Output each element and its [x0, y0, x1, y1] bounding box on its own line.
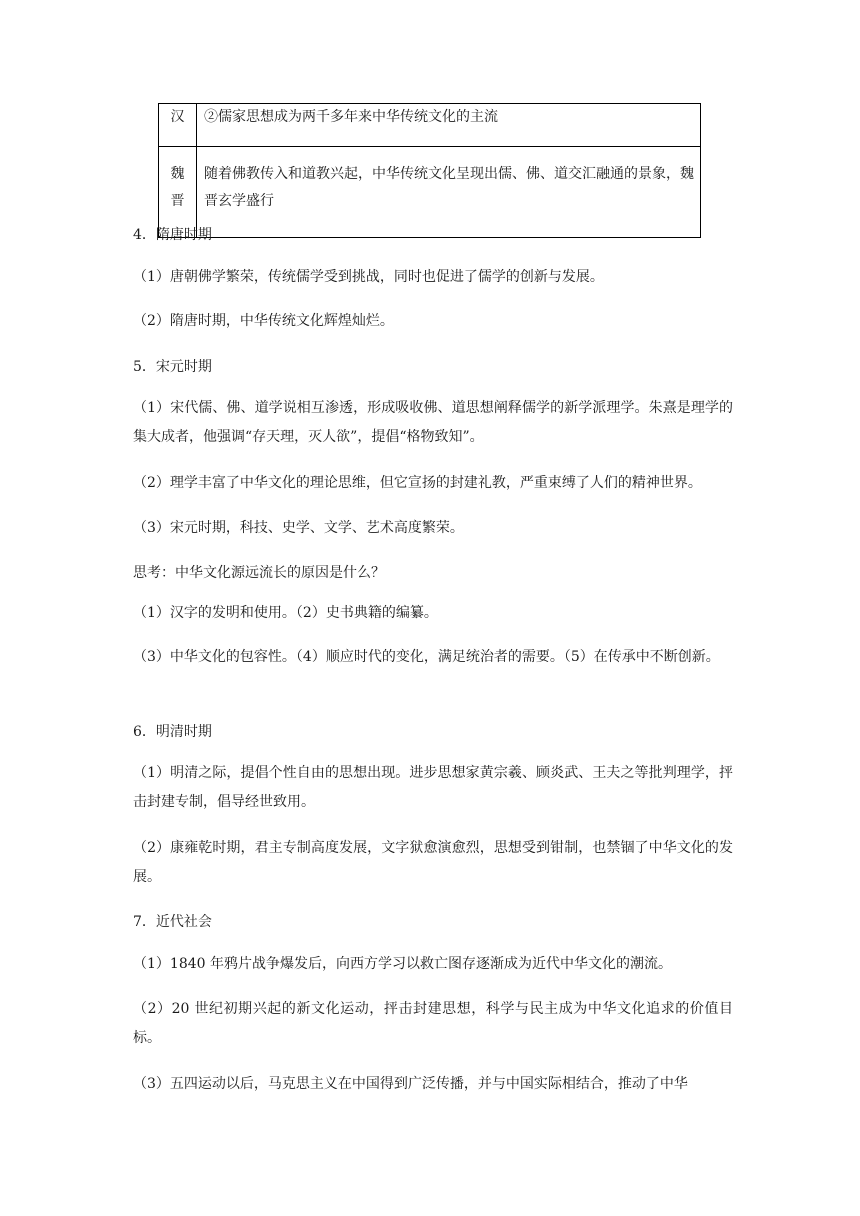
periods-table: [158, 103, 701, 238]
content-cell: 随着佛教传入和道教兴起，中华传统文化呈现出儒、佛、道交汇融通的景象，魏晋玄学盛行: [197, 147, 701, 238]
period-char: 晋: [170, 193, 185, 209]
paragraph: （3）中华文化的包容性。（4）顺应时代的变化，满足统治者的需要。（5）在传承中不断创新。: [133, 649, 720, 665]
section-heading: 6．明清时期: [133, 724, 212, 740]
table-row: [159, 104, 701, 147]
paragraph: （2）隋唐时期，中华传统文化辉煌灿烂。: [133, 313, 394, 329]
paragraph: （2）20 世纪初期兴起的新文化运动，抨击封建思想，科学与民主成为中华文化追求的价值目标。: [133, 1001, 733, 1046]
paragraph: （2）理学丰富了中华文化的理论思维，但它宣扬的封建礼教，严重束缚了人们的精神世界。: [133, 475, 702, 491]
paragraph: （2）康雍乾时期，君主专制高度发展，文字狱愈演愈烈，思想受到钳制，也禁锢了中华文化的发展。: [133, 840, 733, 885]
paragraph: （1）汉字的发明和使用。（2）史书典籍的编纂。: [133, 605, 438, 621]
paragraph: （3）宋元时期，科技、史学、文学、艺术高度繁荣。: [133, 520, 464, 536]
paragraph: （1）宋代儒、佛、道学说相互渗透，形成吸收佛、道思想阐释儒学的新学派理学。朱熹是理学的集大成者，他强调“存天理，灭人欲”，提倡“格物致知”。: [133, 400, 733, 445]
paragraph: （1）唐朝佛学繁荣，传统儒学受到挑战，同时也促进了儒学的创新与发展。: [133, 269, 604, 285]
period-cell: 汉: [159, 104, 197, 147]
section-heading: 思考：中华文化源远流长的原因是什么？: [133, 565, 385, 581]
section-heading: 5．宋元时期: [133, 359, 212, 375]
period-char: 魏: [170, 166, 185, 182]
table-row: [159, 147, 701, 238]
paragraph: （3）五四运动以后，马克思主义在中国得到广泛传播，并与中国实际相结合，推动了中华: [133, 1076, 688, 1092]
content-cell: ②儒家思想成为两千多年来中华传统文化的主流: [197, 104, 701, 147]
period-cell: [159, 147, 197, 238]
section-heading: 4．隋唐时期: [133, 227, 212, 243]
section-heading: 7．近代社会: [133, 914, 212, 930]
paragraph: （1）明清之际，提倡个性自由的思想出现。进步思想家黄宗羲、顾炎武、王夫之等批判理学，抨击封建专制，倡导经世致用。: [133, 765, 733, 810]
paragraph: （1）1840 年鸦片战争爆发后，向西方学习以救亡图存逐渐成为近代中华文化的潮流。: [133, 956, 672, 972]
